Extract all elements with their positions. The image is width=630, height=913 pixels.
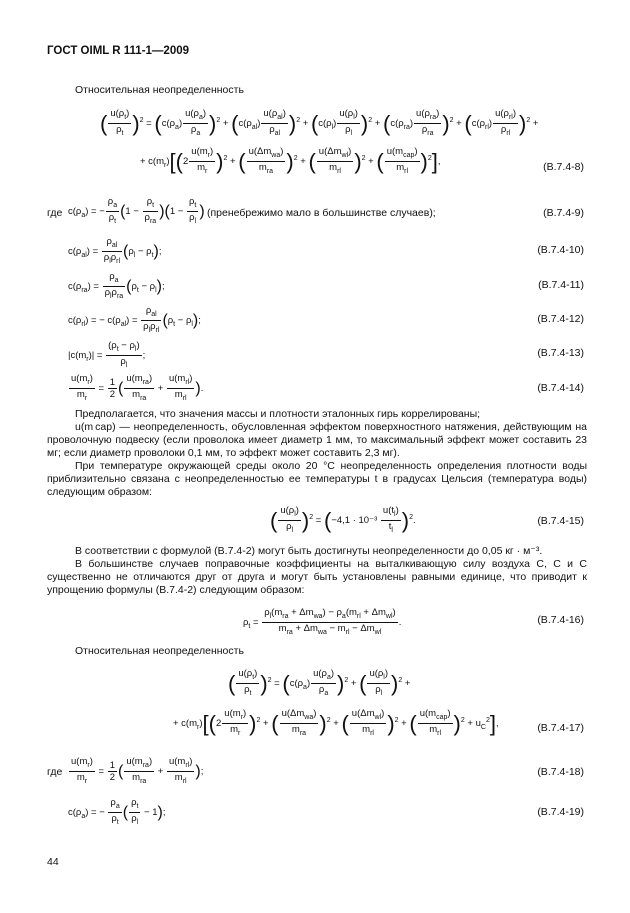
formula-b7416: $\rho_t$ = $\frac{\rho_l(m_{ra} + \Delta m_{wa}) - \rho_a(m_{rl} + \Delta m_{wl})}{m_{ra} + \Delta m_{wa} - m_{rl} - \Delta m_{wl}}$ . [243,607,402,636]
formula-b7413: $|c(m_r)|$ = $\frac{(\rho_t - \rho_l)}{\rho_l}$ ; [68,340,146,369]
eq-number-b7415: (В.7.4-15) [537,515,584,527]
relative-uncertainty-label-2: Относительная неопределенность [75,645,244,657]
paragraph-formula-ref: В соответствии с формулой (В.7.4-2) могут быть достигнуты неопределенности до 0,05 кг · м⁻³. [75,545,543,557]
eq-number-b7419: (В.7.4-19) [537,806,584,818]
eq-number-b749: (В.7.4-9) [543,207,584,219]
formula-b749: $c(\rho_a)$ = − $\frac{\rho_a}{\rho_t}$ (1 − $\frac{\rho_t}{\rho_{ra}}$ )(1 − $\frac{\rho_t}{\rho_l}$ ) [68,196,205,225]
formula-b7414: $\frac{u(m_r)}{m_r}$ = $\frac{1}{2}$ ( $\frac{u(m_{ra})}{m_{ra}}$ + $\frac{u(m_{rl})}{m_{rl}}$ ). [71,373,204,402]
page-number: 44 [47,856,59,868]
formula-b748-line1: ( $\frac{u(\rho_t)}{\rho_t}$ )$^2 = (c(\rho_a)$ $\frac{u(\rho_a)}{\rho_a}$ )$^2 + (c(\rho_{al})$ $\frac{u(\rho_{al})}{\rho_{al}}$ )$^2 + (c(\rho_l)$ $\frac{u(\rho_l)}{\rho_l}$ )$^2 + (c(\rho_{ra})$ $\frac{u(\rho_{ra})}{\rho_{ra}}$ )$^2 + (c(\rho_{rl})$ $\frac{u(\rho_{rl})}{\rho_{rl}}$ )$^2$ + [100,108,539,137]
where-label-2: где [47,766,63,778]
eq-number-b7410: (В.7.4-10) [537,244,584,256]
paragraph-corrections: В большинстве случаев поправочные коэффициенты на выталкивающую силу воздуха C, C и C существенно не отличаются друг от друга и могут быть установлены равными единице, что приводит к упрощению формулы (В.7.4-2) следующим образом: [47,558,587,596]
eq-number-b7411: (В.7.4-11) [538,279,584,291]
eq-number-b7412: (В.7.4-12) [537,313,584,325]
eq-number-b7416: (В.7.4-16) [537,614,584,626]
coefficient-value: −4,1 · 10⁻³ [331,514,378,526]
formula-b7419: $c(\rho_a)$ = − $\frac{\rho_a}{\rho_t}$ ( $\frac{\rho_t}{\rho_l}$ − 1); [68,797,166,826]
formula-b7418: $\frac{u(m_r)}{m_r}$ = $\frac{1}{2}$ ( $\frac{u(m_{ra})}{m_{ra}}$ + $\frac{u(m_{rl})}{m_{rl}}$ ); [71,756,204,785]
paragraph-temperature: При температуре окружающей среды около 20 °С неопределенность определения плотности воды приблизительно связана с неопределенностью ее температуры t в градусах Цельсия (температура воды) следующим образом: [47,460,587,498]
document-header: ГОСТ OIML R 111-1—2009 [47,45,190,57]
where-label-1: где [47,207,63,219]
paragraph-ucap: u(m cap) — неопределенность, обусловленная эффектом поверхностного натяжения, действующим на проволочную подвеску (если проволока имеет диаметр 1 мм, то максимальный эффект может составить 23 мг; если диаметр проволоки 0,1 мм, то эффект может составить 2,3 мг). [47,421,587,459]
formula-b7410: $c(\rho_{al})$ = $\frac{\rho_{al}}{\rho_l\rho_{rl}}$ $(\rho_l - \rho_t)$; [68,236,162,265]
formula-b748-line2: + $c(m_r)[(2$ $\frac{u(m_r)}{m_r}$ )$^2$ + ( $\frac{u(\Delta m_{wa})}{m_{ra}}$ )$^2$ + ( $\frac{u(\Delta m_{wl})}{m_{rl}}$ )$^2$ + ( $\frac{u(m_{cap})}{m_{rl}}$ )$^2$], [140,146,441,175]
eq-number-b7418: (В.7.4-18) [537,766,584,778]
eq-number-b7413: (В.7.4-13) [537,347,584,359]
eq-number-b748: (В.7.4-8) [543,161,584,173]
eq-number-b7417: (В.7.4-17) [537,722,584,734]
formula-b7417-line2: + $c(m_r)[(2$ $\frac{u(m_r)}{m_r}$ )$^2$ + ( $\frac{u(\Delta m_{wa})}{m_{ra}}$ )$^2$ + ( $\frac{u(\Delta m_{wl})}{m_{rl}}$ )$^2$ + ( $\frac{u(m_{cap})}{m_{rl}}$ )$^2 + u_C^2$], [173,708,499,737]
formula-b7415: ( $\frac{u(\rho_l)}{\rho_l}$ )$^2$ = (−4,1 · 10⁻³ $\frac{u(t_l)}{t_l}$ )$^2$. [270,505,416,534]
relative-uncertainty-label: Относительная неопределенность [75,84,244,96]
paragraph-correlated: Предполагается, что значения массы и плотности эталонных гирь коррелированы; [75,408,481,420]
formula-b7417-line1: ( $\frac{u(\rho_t)}{\rho_t}$ )$^2 = (c(\rho_a)$ $\frac{u(\rho_a)}{\rho_a}$ )$^2$ + ( $\frac{u(\rho_l)}{\rho_l}$ )$^2$ + [228,668,411,697]
neglect-note: (пренебрежимо мало в большинстве случаев); [207,207,436,219]
formula-b7411: $c(\rho_{ra})$ = $\frac{\rho_a}{\rho_l\rho_{ra}}$ $(\rho_t - \rho_l)$; [68,271,165,300]
formula-b7412: $c(\rho_{rl})$ = − $c(\rho_{al})$ = $\frac{\rho_{al}}{\rho_l\rho_{rl}}$ $(\rho_t - \rho_l)$; [68,305,201,334]
eq-number-b7414: (В.7.4-14) [537,382,584,394]
